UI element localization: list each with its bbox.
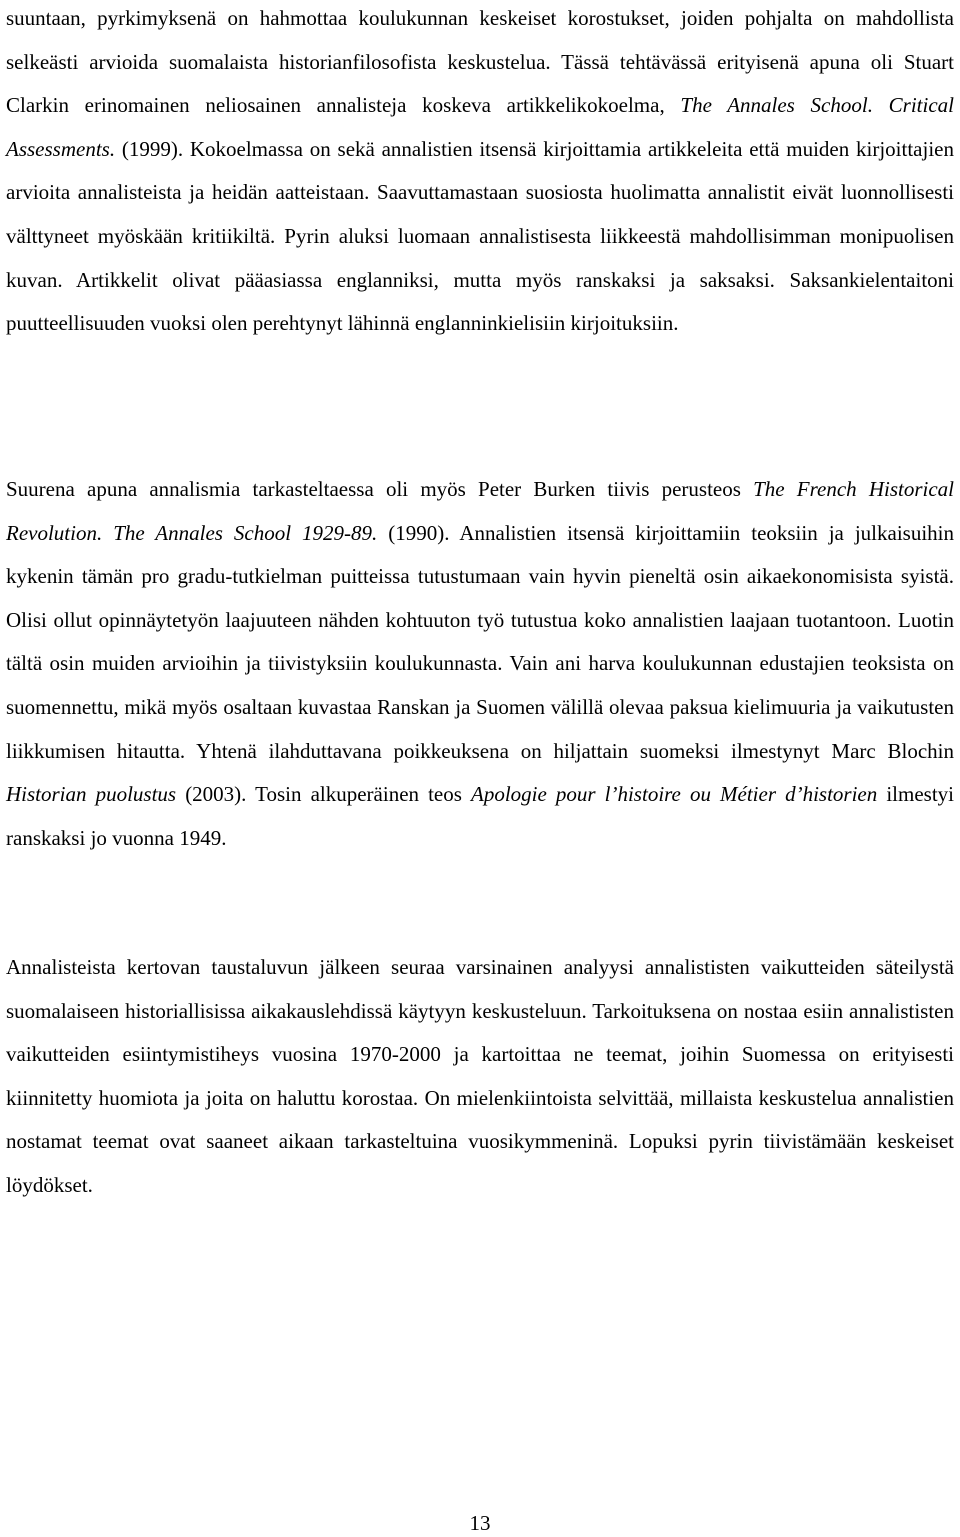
paragraph-2-run-3: (1990). Annalistien itsensä kirjoittamiin teoksiin ja julkaisuihin kykenin tämän pro gradu-tutkielman puitteissa tutustumaan vain hyvin pieneltä osin aikaekonomisista syistä. Olisi ollut opinnäytetyön laajuuteen nähden kohtuuton työ tutustua koko annalistien laajaan tuotantoon. Luotin tältä osin muiden arvioihin ja tiivistyksiin koulukunnasta. Vain ani harva koulukunnan edustajien teoksista on suomennettu, mikä myös osaltaan kuvastaa Ranskan ja Suomen välillä olevaa paksua kielimuuria ja vaikutusten liikkumisen hitautta. Yhtenä ilahduttavana poikkeuksena on hiljattain suomeksi ilmestynyt Marc Blochin: [6, 520, 955, 763]
paragraph-1-run-1: suuntaan, pyrkimyksenä on hahmottaa koulukunnan keskeiset korostukset, joiden pohjalta on mahdollista selkeästi arvioida suomalaista historianfilosofista keskustelua. Tässä tehtävässä erityisenä apuna oli Stuart Clarkin erinomainen neliosainen annalisteja koskeva artikkelikokoelma,: [6, 6, 954, 118]
paragraph-2-run-5: (2003). Tosin alkuperäinen teos: [176, 782, 471, 807]
paragraph-2-run-7: ilmestyi ranskaksi jo vuonna 1949.: [6, 782, 954, 850]
paragraph-2: [6, 468, 954, 860]
book-title-apologie-pour-lhistoire: Apologie pour l’histoire ou Métier d’historien: [471, 782, 878, 807]
page-number: 13: [469, 1511, 491, 1535]
paragraph-3-run-1: Annalisteista kertovan taustaluvun jälkeen seuraa varsinainen analyysi annalististen vaikutteiden säteilystä suomalaiseen historiallisissa aikakauslehdissä käytyyn keskusteluun. Tarkoituksena on nostaa esiin annalististen vaikutteiden esiintymistiheys vuosina 1970-2000 ja kartoittaa ne teemat, joihin Suomessa on erityisesti kiinnitetty huomiota ja joita on haluttu korostaa. On mielenkiintoista selvittää, millaista keskustelua annalistien nostamat teemat ovat saaneet aikaan tarkasteltuina vuosikymmeninä. Lopuksi pyrin tiivistämään keskeiset löydökset.: [6, 955, 954, 1197]
paragraph-2-run-1: Suurena apuna annalismia tarkasteltaessa oli myös Peter Burken tiivis perusteos: [6, 477, 754, 501]
paragraph-3: [6, 946, 954, 1208]
book-title-historian-puolustus: Historian puolustus: [6, 782, 177, 807]
book-title-french-historical-revolution: The French Historical Revolution. The Annales School 1929-89.: [6, 477, 955, 545]
book-title-the-annales-school: The Annales School. Critical Assessments.: [6, 93, 954, 161]
paragraph-1: [6, 0, 954, 346]
paragraph-1-run-3: (1999). Kokoelmassa on sekä annalistien itsensä kirjoittamia artikkeleita että muiden kirjoittajien arvioita annalisteista ja heidän aatteistaan. Saavuttamastaan suosiosta huolimatta annalistit eivät luonnollisesti välttyneet myöskään kritiikiltä. Pyrin aluksi luomaan annalistisesta liikkeestä mahdollisimman monipuolisen kuvan. Artikkelit olivat pääasiassa englanniksi, mutta myös ranskaksi ja saksaksi. Saksankielentaitoni puutteellisuuden vuoksi olen perehtynyt lähinnä englanninkielisiin kirjoituksiin.: [6, 136, 954, 336]
